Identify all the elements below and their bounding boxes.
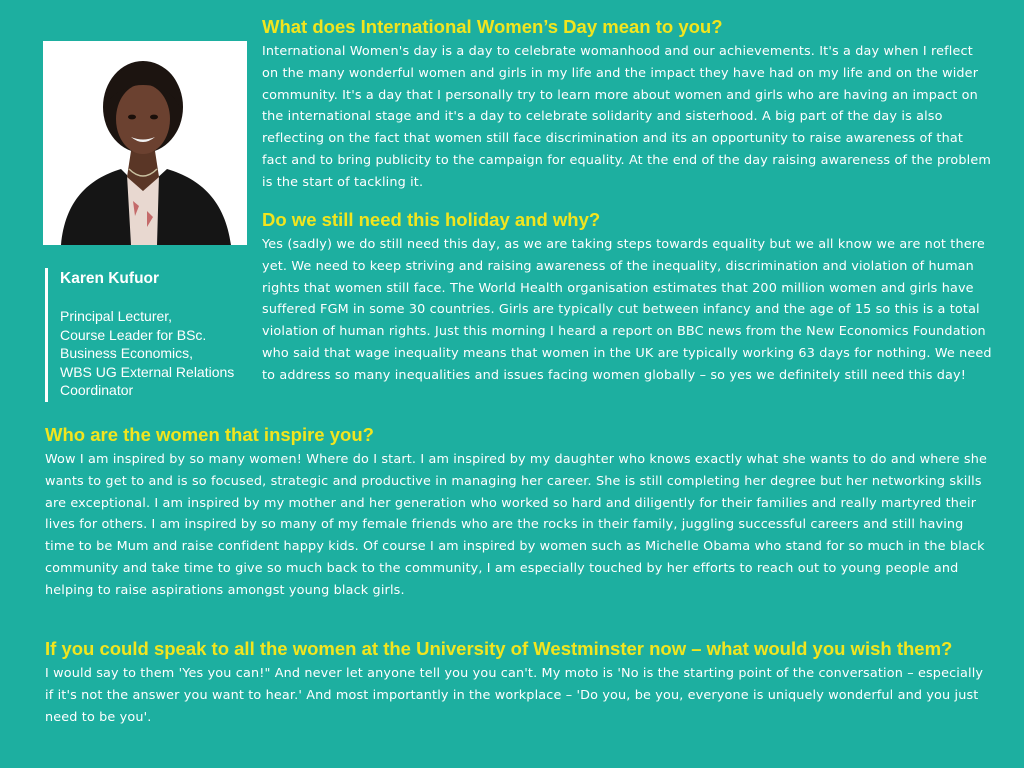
section-body: Wow I am inspired by so many women! Where do I start. I am inspired by my daughter who knows exactly what she wants to do and where she wants to get to and is so focused, strategic and productive in managing her career. She is still completing her degree but her networking skills are exceptional. I am inspired by my mother and her generation who worked so hard and diligently for their families and really martyred their lives for others. I am inspired by so many of my female friends who are the rocks in their family, juggling successful careers and still having time to be Mum and raise confident happy kids. Of course I am inspired by women such as Michelle Obama who stand for so much in the black community and take time to give so much back to the community, I am especially touched by her efforts to reach out to young people and helping to raise aspirations amongst young black girls. xyxy=(45,452,987,598)
section-heading: What does International Women’s Day mean to you? xyxy=(262,16,723,37)
profile-role xyxy=(60,307,250,400)
section-body: I would say to them 'Yes you can!" And never let anyone tell you you can't. My moto is 'No is the starting point of the conversation – especially if it's not the answer you want to hear.' And most importantly in the workplace – 'Do you, be you, everyone is uniquely wonderful and you just need to be you'. xyxy=(45,666,984,725)
section-women-who-inspire xyxy=(45,424,990,602)
section-heading: If you could speak to all the women at the University of Westminster now – what would you wish them? xyxy=(45,638,953,659)
profile-name: Karen Kufuor xyxy=(60,270,160,287)
profile-photo xyxy=(43,41,247,245)
role-line: Course Leader for BSc. xyxy=(60,326,207,343)
profile-card xyxy=(45,268,250,402)
section-still-need-holiday xyxy=(262,209,992,387)
role-line: Principal Lecturer, xyxy=(60,308,173,324)
section-heading: Do we still need this holiday and why? xyxy=(262,209,601,230)
section-womens-day-meaning xyxy=(262,16,992,194)
section-body: International Women's day is a day to celebrate womanhood and our achievements. It's a day when I reflect on the many wonderful women and girls in my life and the impact they have had on my life and on the wider community. It's a day that I personally try to learn more about women and girls who are having an impact on the international stage and it's a day to celebrate solidarity and sisterhood. A big part of the day is also reflecting on the fact that women still face discrimination and its an opportunity to raise awareness of that fact and to bring publicity to the campaign for equality. At the end of the day raising awareness of the problem is the start of tackling it. xyxy=(262,44,991,190)
role-line: Business Economics, xyxy=(60,345,194,361)
section-heading: Who are the women that inspire you? xyxy=(45,424,374,445)
section-body: Yes (sadly) we do still need this day, as we are taking steps towards equality but we all know we are not there yet. We need to keep striving and raising awareness of the inequality, discrimination and violation of human rights that women still face. The World Health organisation estimates that 200 million women and girls have suffered FGM in some 30 countries. Girls are typically cut between infancy and the age of 15 so this is a total violation of human rights. Just this morning I heard a report on BBC news from the New Economics Foundation who said that wage inequality means that women in the UK are typically working 63 days for nothing. We need to address so many inequalities and issues facing women globally – so yes we definitely still need this day! xyxy=(262,237,992,383)
role-line: WBS UG External Relations xyxy=(60,363,235,380)
section-message-to-women xyxy=(45,638,990,728)
portrait-image xyxy=(43,41,247,245)
role-line: Coordinator xyxy=(60,382,134,398)
